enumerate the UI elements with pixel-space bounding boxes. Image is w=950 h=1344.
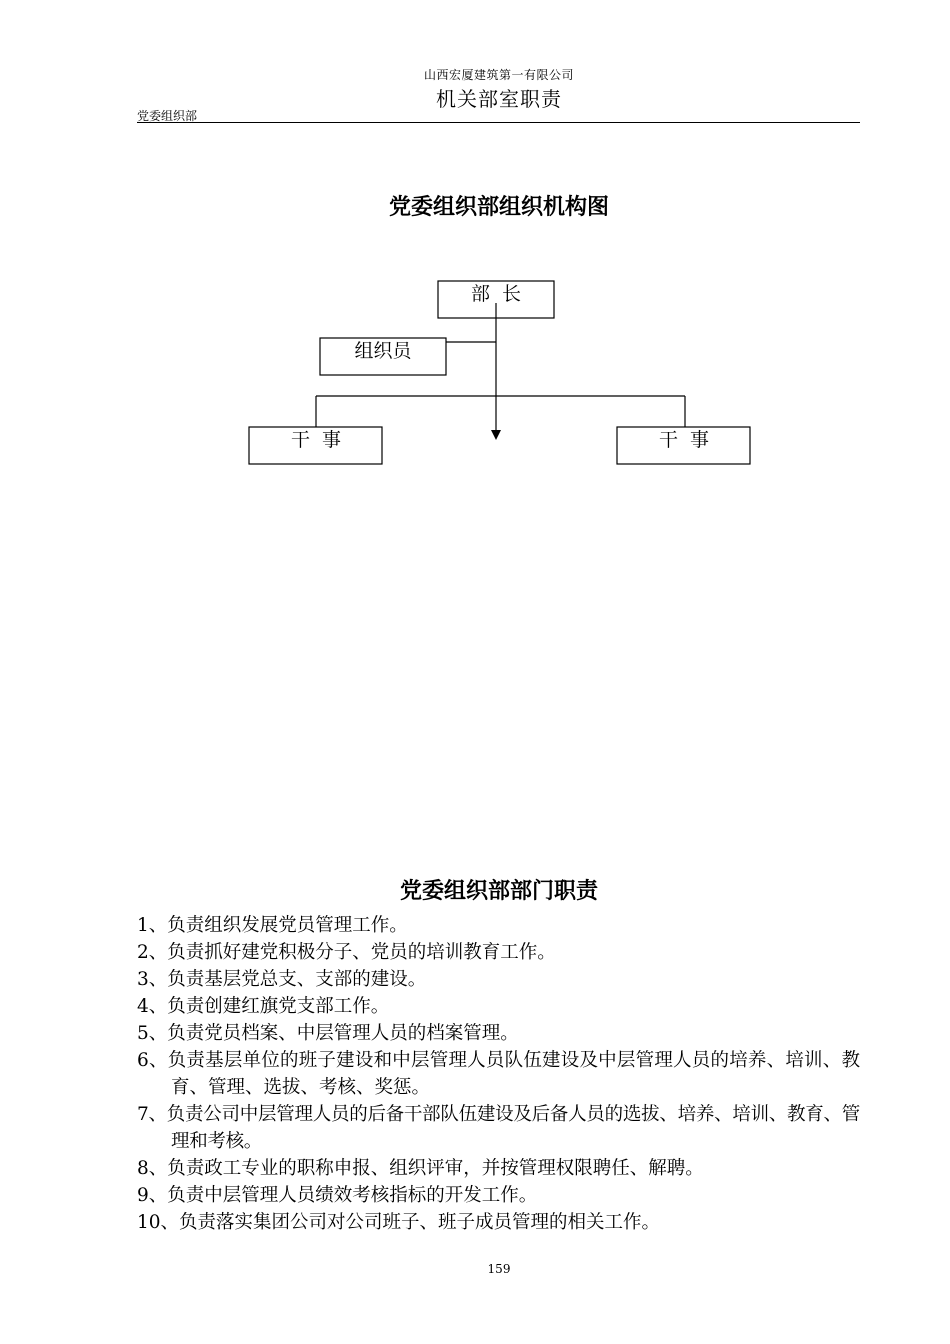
duty-item: 1、负责组织发展党员管理工作。 (137, 915, 408, 936)
org-box-assistant (320, 338, 446, 375)
duty-item: 6、负责基层单位的班子建设和中层管理人员队伍建设及中层管理人员的培养、培训、教育、管理、选拔、考核、奖惩。 (137, 1050, 860, 1098)
org-box-staff-right (617, 427, 750, 464)
org-staff-right-label: 干 事 (658, 429, 710, 451)
org-staff-left-label: 干 事 (290, 429, 342, 451)
document-title: 机关部室职责 (436, 87, 562, 111)
org-head-label: 部 长 (470, 283, 522, 305)
duty-item: 2、负责抓好建党积极分子、党员的培训教育工作。 (137, 942, 556, 963)
duty-item: 7、负责公司中层管理人员的后备干部队伍建设及后备人员的选拔、培养、培训、教育、管理和考核。 (137, 1104, 860, 1152)
page-number: 159 (487, 1262, 511, 1276)
org-box-staff-left (249, 427, 382, 464)
duty-item: 10、负责落实集团公司对公司班子、班子成员管理的相关工作。 (137, 1212, 661, 1233)
company-name: 山西宏厦建筑第一有限公司 (423, 68, 574, 82)
duty-item: 4、负责创建红旗党支部工作。 (137, 996, 390, 1017)
duty-item: 9、负责中层管理人员绩效考核指标的开发工作。 (137, 1185, 538, 1206)
org-chart-title: 党委组织部组织机构图 (388, 194, 609, 220)
section-label: 党委组织部 (137, 109, 198, 123)
arrow-head (491, 430, 501, 440)
duty-item: 5、负责党员档案、中层管理人员的档案管理。 (137, 1023, 519, 1044)
org-assistant-label: 组织员 (354, 340, 412, 362)
duties-title: 党委组织部部门职责 (399, 878, 598, 904)
org-box-head (438, 281, 554, 318)
duty-item: 8、负责政工专业的职称申报、组织评审，并按管理权限聘任、解聘。 (137, 1158, 704, 1179)
duty-item: 3、负责基层党总支、支部的建设。 (137, 969, 427, 990)
duties-list (137, 912, 860, 1236)
